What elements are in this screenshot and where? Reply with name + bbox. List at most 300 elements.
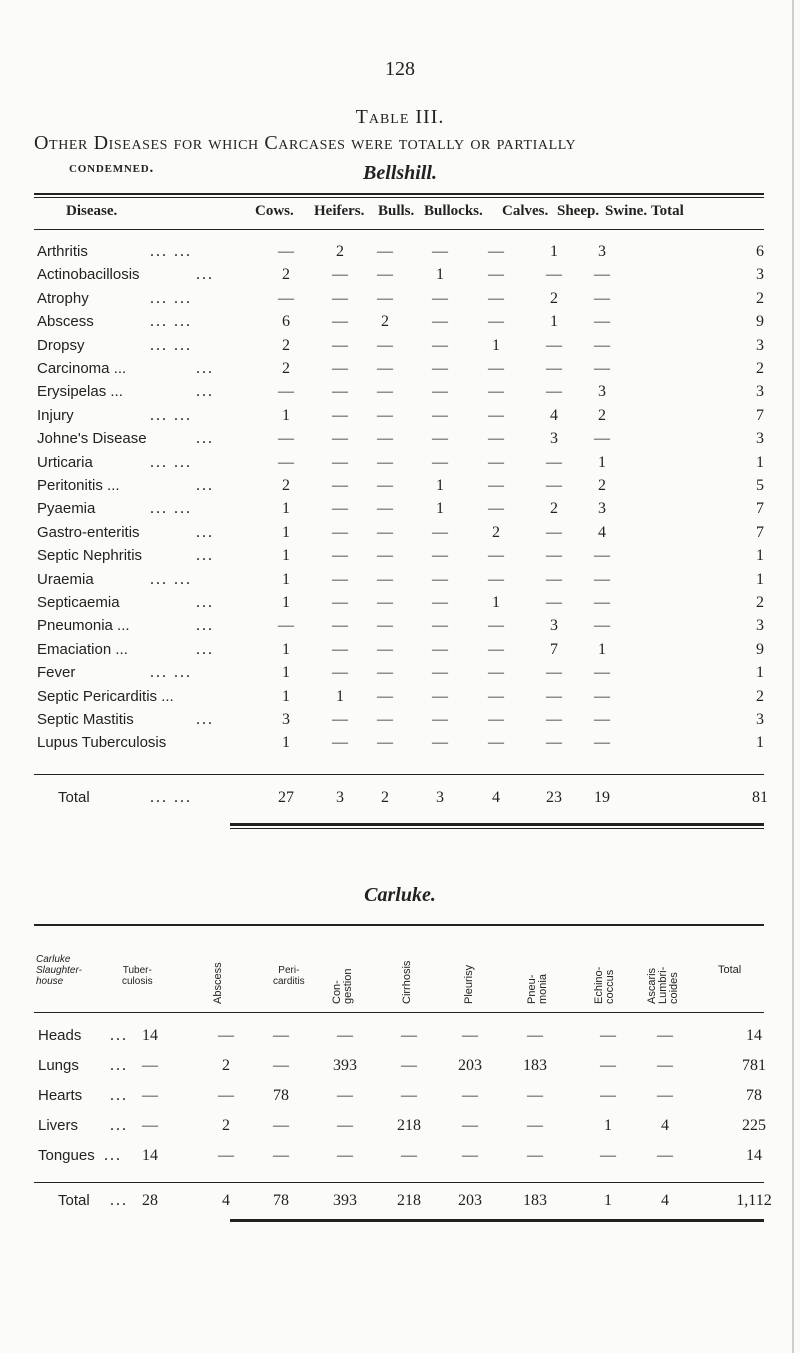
cell-value: — xyxy=(432,734,448,752)
leader-dots: ... xyxy=(104,1147,122,1164)
cell-value: 2 xyxy=(756,289,764,307)
cell-value: — xyxy=(337,1027,353,1044)
disease-name: Pneumonia ... xyxy=(37,617,130,635)
cell-value: 1 xyxy=(282,570,290,588)
column-header: Disease. xyxy=(66,203,118,219)
leader-dots: ... xyxy=(196,477,214,494)
cell-value: — xyxy=(488,500,504,518)
cell-value: 1 xyxy=(756,570,764,588)
cell-value: — xyxy=(488,406,504,424)
column-header: Cows. xyxy=(255,203,294,219)
cell-value: — xyxy=(594,594,610,611)
cell-value: 2 xyxy=(282,477,290,494)
column-header: Swine. xyxy=(605,203,648,219)
cell-value: 3 xyxy=(756,430,764,448)
cell-value: — xyxy=(488,430,504,448)
column-header: Calves. xyxy=(502,203,549,219)
cell-value: — xyxy=(527,1027,543,1044)
cell-value: — xyxy=(488,664,504,682)
leader-dots: ... ... xyxy=(150,243,192,260)
table-row xyxy=(0,594,800,614)
total-rule xyxy=(34,774,764,775)
cell-value: 1 xyxy=(492,594,500,611)
cell-value: — xyxy=(594,570,610,588)
cell-value: — xyxy=(332,453,348,471)
table-row xyxy=(0,688,800,708)
cell-value: — xyxy=(377,687,393,705)
cell-value: — xyxy=(527,1087,543,1104)
cell-value: 218 xyxy=(397,1117,421,1134)
cell-value: — xyxy=(462,1027,478,1044)
total-header: Total xyxy=(718,964,742,976)
cell-value: 1 xyxy=(550,313,558,331)
table-row xyxy=(0,477,800,497)
cell-value: — xyxy=(273,1117,289,1134)
cell-value: — xyxy=(546,547,562,565)
cell-value: — xyxy=(488,453,504,471)
cell-value: — xyxy=(278,383,294,401)
leader-dots: ... ... xyxy=(150,406,192,424)
disease-name: Septicaemia xyxy=(37,594,120,611)
cell-value: — xyxy=(332,500,348,518)
cell-value: 2 xyxy=(222,1117,230,1134)
cell-value: 1 xyxy=(282,500,290,518)
cell-value: — xyxy=(546,360,562,377)
cell-value: 3 xyxy=(756,266,764,284)
cell-value: 1 xyxy=(756,547,764,565)
cell-value: — xyxy=(332,383,348,401)
cell-value: 2 xyxy=(282,266,290,284)
cell-value: 1 xyxy=(756,734,764,752)
cell-value: — xyxy=(546,453,562,471)
cell-value: — xyxy=(432,547,448,565)
total-value: 28 xyxy=(142,1192,158,1209)
cell-value: 3 xyxy=(282,711,290,728)
disease-name: Johne's Disease xyxy=(37,430,147,448)
cell-value: — xyxy=(332,336,348,354)
leader-dots: ... xyxy=(196,617,214,635)
cell-value: 1 xyxy=(282,640,290,658)
carluke-bottom-rule xyxy=(230,1219,764,1222)
cell-value: 4 xyxy=(550,406,558,424)
carluke-title: Carluke. xyxy=(364,884,436,906)
bottom-rule xyxy=(230,823,764,826)
cell-value: — xyxy=(546,687,562,705)
cell-value: — xyxy=(657,1057,673,1074)
table-row xyxy=(0,664,800,684)
page-number: 128 xyxy=(385,58,415,80)
leader-dots: ... ... xyxy=(150,664,192,682)
cell-value: 78 xyxy=(746,1087,762,1104)
table-row xyxy=(0,1117,800,1137)
organ-name: Lungs xyxy=(38,1057,79,1074)
cell-value: — xyxy=(488,734,504,752)
cell-value: — xyxy=(488,640,504,658)
slaughterhouse-header xyxy=(36,954,82,987)
cell-value: — xyxy=(332,594,348,611)
table-row xyxy=(0,617,800,637)
total-row xyxy=(0,789,800,809)
cell-value: — xyxy=(594,734,610,752)
total-value: 23 xyxy=(546,789,562,806)
table-row xyxy=(0,524,800,544)
cell-value: 2 xyxy=(336,243,344,260)
column-header-rotated: Con- gestion xyxy=(331,968,354,1004)
total-value: 183 xyxy=(523,1192,547,1209)
cell-value: — xyxy=(600,1147,616,1164)
cell-value: — xyxy=(462,1117,478,1134)
cell-value: — xyxy=(432,313,448,331)
cell-value: 1 xyxy=(436,477,444,494)
cell-value: — xyxy=(594,266,610,284)
cell-value: 2 xyxy=(550,289,558,307)
total-row xyxy=(0,1192,800,1212)
cell-value: — xyxy=(337,1087,353,1104)
cell-value: — xyxy=(488,360,504,377)
cell-value: 1 xyxy=(436,500,444,518)
total-value: 4 xyxy=(661,1192,669,1209)
cell-value: — xyxy=(273,1147,289,1164)
cell-value: 7 xyxy=(756,500,764,518)
leader-dots: ... xyxy=(110,1087,128,1104)
cell-value: — xyxy=(401,1147,417,1164)
cell-value: — xyxy=(546,734,562,752)
cell-value: — xyxy=(401,1027,417,1044)
disease-name: Actinobacillosis xyxy=(37,266,140,284)
cell-value: — xyxy=(332,711,348,728)
cell-value: 3 xyxy=(550,430,558,448)
cell-value: — xyxy=(546,570,562,588)
cell-value: — xyxy=(594,289,610,307)
cell-value: — xyxy=(278,453,294,471)
total-value: 4 xyxy=(492,789,500,806)
total-value: 203 xyxy=(458,1192,482,1209)
column-header-rotated: Ascaris Lumbri- coides xyxy=(645,966,680,1004)
cell-value: 7 xyxy=(756,406,764,424)
header-line: house xyxy=(36,976,64,987)
total-value: 81 xyxy=(752,789,768,806)
disease-name: Gastro-enteritis xyxy=(37,523,140,541)
cell-value: — xyxy=(337,1117,353,1134)
cell-value: — xyxy=(218,1147,234,1164)
cell-value: — xyxy=(332,406,348,424)
cell-value: — xyxy=(332,360,348,377)
table-row xyxy=(0,1087,800,1107)
cell-value: — xyxy=(273,1027,289,1044)
cell-value: — xyxy=(432,570,448,588)
table-row xyxy=(0,407,800,427)
cell-value: 6 xyxy=(756,243,764,260)
cell-value: — xyxy=(432,594,448,611)
cell-value: — xyxy=(278,289,294,307)
cell-value: — xyxy=(432,289,448,307)
cell-value: — xyxy=(332,289,348,307)
cell-value: — xyxy=(332,640,348,658)
cell-value: — xyxy=(377,711,393,728)
cell-value: — xyxy=(377,617,393,635)
cell-value: — xyxy=(332,523,348,541)
header-line: carditis xyxy=(273,976,305,987)
table-row xyxy=(0,734,800,754)
pericarditis-header xyxy=(273,965,305,987)
cell-value: — xyxy=(488,547,504,565)
cell-value: 183 xyxy=(523,1057,547,1074)
table-row xyxy=(0,1027,800,1047)
cell-value: 2 xyxy=(756,687,764,705)
leader-dots: ... xyxy=(110,1027,128,1044)
table-row xyxy=(0,454,800,474)
cell-value: — xyxy=(432,523,448,541)
cell-value: — xyxy=(527,1147,543,1164)
cell-value: — xyxy=(546,523,562,541)
table-row xyxy=(0,290,800,310)
cell-value: — xyxy=(594,313,610,331)
table-row xyxy=(0,360,800,380)
cell-value: 1 xyxy=(282,664,290,682)
leader-dots: ... xyxy=(110,1057,128,1074)
cell-value: — xyxy=(488,477,504,494)
cell-value: 2 xyxy=(756,594,764,611)
cell-value: — xyxy=(488,266,504,284)
disease-name: Fever xyxy=(37,664,76,682)
carluke-top-rule xyxy=(34,924,764,926)
cell-value: — xyxy=(377,243,393,260)
column-header: Bullocks. xyxy=(424,203,483,219)
cell-value: — xyxy=(432,711,448,728)
cell-value: — xyxy=(332,734,348,752)
cell-value: 1 xyxy=(282,594,290,611)
cell-value: — xyxy=(488,617,504,635)
cell-value: — xyxy=(273,1057,289,1074)
disease-name: Erysipelas ... xyxy=(37,383,123,401)
header-line: Peri- xyxy=(278,965,300,976)
header-line: Tuber- xyxy=(122,965,152,976)
leader-dots: ... xyxy=(110,1117,128,1134)
column-header-rotated: Echino- coccus xyxy=(593,966,616,1004)
leader-dots: ... ... xyxy=(150,789,192,806)
cell-value: — xyxy=(377,640,393,658)
leader-dots: ... ... xyxy=(150,313,192,331)
cell-value: 2 xyxy=(756,360,764,377)
cell-value: 7 xyxy=(756,523,764,541)
cell-value: — xyxy=(377,383,393,401)
leader-dots: ... xyxy=(196,430,214,448)
cell-value: — xyxy=(488,383,504,401)
cell-value: 6 xyxy=(282,313,290,331)
column-header: Total xyxy=(651,203,684,219)
total-label: Total xyxy=(58,789,90,806)
cell-value: — xyxy=(488,313,504,331)
disease-name: Abscess xyxy=(37,313,94,331)
cell-value: 1 xyxy=(598,640,606,658)
cell-value: — xyxy=(377,523,393,541)
cell-value: — xyxy=(432,383,448,401)
cell-value: — xyxy=(278,617,294,635)
cell-value: 5 xyxy=(756,477,764,494)
column-header-rotated: Pneu- monia xyxy=(526,974,549,1004)
cell-value: — xyxy=(488,243,504,260)
top-rule xyxy=(34,193,764,195)
cell-value: — xyxy=(332,477,348,494)
cell-value: — xyxy=(377,336,393,354)
header-line: Carluke xyxy=(36,954,71,965)
leader-dots: ... ... xyxy=(150,570,192,588)
table-heading: Other Diseases for which Carcases were totally or partially xyxy=(34,132,577,154)
table-heading-continued: condemned. xyxy=(69,160,155,176)
carluke-header-rule xyxy=(34,1012,764,1013)
table-row xyxy=(0,641,800,661)
disease-name: Carcinoma ... xyxy=(37,360,127,377)
column-header: Heifers. xyxy=(314,203,365,219)
cell-value: 1 xyxy=(492,336,500,354)
cell-value: 1 xyxy=(282,687,290,705)
cell-value: 2 xyxy=(282,336,290,354)
carluke-total-rule xyxy=(34,1182,764,1183)
total-value: 218 xyxy=(397,1192,421,1209)
cell-value: 1 xyxy=(336,687,344,705)
cell-value: 3 xyxy=(756,336,764,354)
header-line: culosis xyxy=(122,976,153,987)
cell-value: 1 xyxy=(282,523,290,541)
cell-value: — xyxy=(657,1087,673,1104)
cell-value: 1 xyxy=(282,734,290,752)
cell-value: 1 xyxy=(598,453,606,471)
leader-dots: ... ... xyxy=(150,500,192,518)
cell-value: — xyxy=(594,617,610,635)
disease-name: Emaciation ... xyxy=(37,640,128,658)
cell-value: — xyxy=(488,711,504,728)
cell-value: — xyxy=(546,336,562,354)
cell-value: — xyxy=(377,289,393,307)
column-header-rotated: Abscess xyxy=(211,962,224,1004)
table-row xyxy=(0,313,800,333)
cell-value: 3 xyxy=(550,617,558,635)
cell-value: 1 xyxy=(604,1117,612,1134)
cell-value: — xyxy=(594,360,610,377)
disease-name: Peritonitis ... xyxy=(37,477,120,494)
bellshill-title: Bellshill. xyxy=(363,162,437,184)
total-value: 78 xyxy=(273,1192,289,1209)
disease-name: Septic Nephritis xyxy=(37,547,143,565)
cell-value: — xyxy=(377,734,393,752)
total-value: 27 xyxy=(278,789,294,806)
total-value: 393 xyxy=(333,1192,357,1209)
column-header: Sheep. xyxy=(557,203,600,219)
disease-name: Injury xyxy=(37,406,74,424)
cell-value: — xyxy=(600,1087,616,1104)
cell-value: — xyxy=(432,336,448,354)
cell-value: — xyxy=(546,383,562,401)
cell-value: — xyxy=(432,406,448,424)
cell-value: — xyxy=(432,687,448,705)
cell-value: 1 xyxy=(550,243,558,260)
organ-name: Heads xyxy=(38,1027,82,1044)
cell-value: — xyxy=(657,1027,673,1044)
cell-value: — xyxy=(142,1057,158,1074)
table-row xyxy=(0,711,800,731)
leader-dots: ... xyxy=(196,711,214,728)
cell-value: 3 xyxy=(756,617,764,635)
leader-dots: ... xyxy=(196,383,214,401)
cell-value: 225 xyxy=(742,1117,766,1134)
table-row xyxy=(0,500,800,520)
cell-value: — xyxy=(377,570,393,588)
cell-value: — xyxy=(594,687,610,705)
leader-dots: ... xyxy=(110,1192,128,1209)
cell-value: 2 xyxy=(222,1057,230,1074)
column-header-rotated: Pleurisy xyxy=(462,964,475,1004)
cell-value: — xyxy=(278,430,294,448)
total-label: Total xyxy=(58,1192,90,1209)
cell-value: — xyxy=(218,1087,234,1104)
total-value: 1,112 xyxy=(736,1192,772,1209)
cell-value: — xyxy=(432,430,448,448)
organ-name: Hearts xyxy=(38,1087,83,1104)
leader-dots: ... xyxy=(196,523,214,541)
cell-value: — xyxy=(527,1117,543,1134)
total-value: 2 xyxy=(381,789,389,806)
table-row xyxy=(0,1147,800,1167)
cell-value: — xyxy=(432,360,448,377)
cell-value: 14 xyxy=(746,1027,762,1044)
cell-value: — xyxy=(432,664,448,682)
cell-value: 1 xyxy=(436,266,444,284)
total-value: 3 xyxy=(436,789,444,806)
cell-value: — xyxy=(594,664,610,682)
column-header-rotated: Cirrhosis xyxy=(400,960,413,1004)
leader-dots: ... xyxy=(196,640,214,658)
cell-value: 9 xyxy=(756,640,764,658)
cell-value: — xyxy=(377,500,393,518)
bottom-rule-thin xyxy=(230,828,764,829)
cell-value: 4 xyxy=(598,523,606,541)
cell-value: — xyxy=(377,547,393,565)
disease-name: Pyaemia xyxy=(37,500,96,518)
table-row xyxy=(0,383,800,403)
cell-value: 14 xyxy=(142,1147,158,1164)
cell-value: — xyxy=(278,243,294,260)
header-line: Slaughter- xyxy=(36,965,82,976)
cell-value: — xyxy=(218,1027,234,1044)
cell-value: — xyxy=(488,289,504,307)
cell-value: — xyxy=(432,640,448,658)
leader-dots: ... ... xyxy=(150,336,192,354)
cell-value: — xyxy=(546,594,562,611)
cell-value: 2 xyxy=(550,500,558,518)
cell-value: — xyxy=(142,1117,158,1134)
cell-value: — xyxy=(546,266,562,284)
cell-value: 9 xyxy=(756,313,764,331)
cell-value: 2 xyxy=(381,313,389,331)
cell-value: — xyxy=(546,664,562,682)
cell-value: — xyxy=(377,477,393,494)
cell-value: 3 xyxy=(756,383,764,401)
leader-dots: ... xyxy=(196,266,214,284)
cell-value: 3 xyxy=(598,243,606,260)
cell-value: — xyxy=(377,594,393,611)
total-value: 4 xyxy=(222,1192,230,1209)
cell-value: — xyxy=(377,453,393,471)
cell-value: 203 xyxy=(458,1057,482,1074)
cell-value: — xyxy=(377,664,393,682)
cell-value: — xyxy=(377,266,393,284)
cell-value: — xyxy=(432,453,448,471)
cell-value: 14 xyxy=(142,1027,158,1044)
disease-name: Lupus Tuberculosis xyxy=(37,734,167,752)
leader-dots: ... ... xyxy=(150,289,192,307)
table-row xyxy=(0,337,800,357)
cell-value: — xyxy=(332,313,348,331)
